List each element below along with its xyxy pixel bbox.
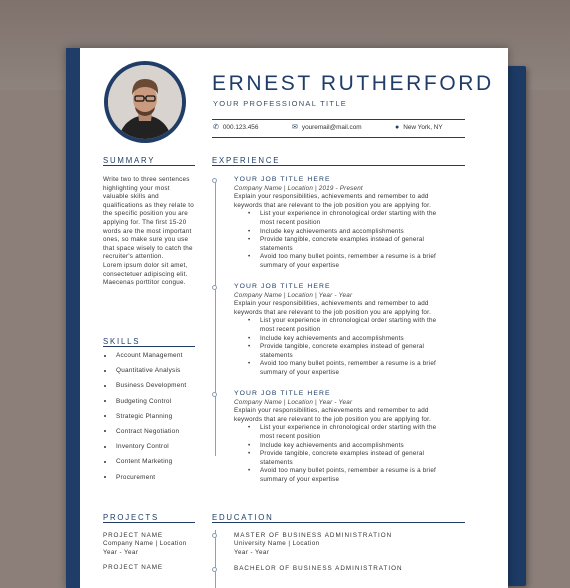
job-description: keywords that are relevant to the job position you are applying for. xyxy=(234,308,432,316)
job-meta: Company Name | Location | 2019 - Present xyxy=(234,184,363,192)
header-rule-bottom xyxy=(212,137,465,138)
location-text: New York, NY xyxy=(403,124,443,131)
school: University Name | Location xyxy=(234,540,320,548)
projects-rule xyxy=(103,522,195,523)
job-title: YOUR JOB TITLE HERE xyxy=(234,283,331,290)
email-text: youremail@mail.com xyxy=(301,124,362,131)
job-description: Explain your responsibilities, achievements and remember to add xyxy=(234,407,429,415)
portrait-image xyxy=(108,65,182,139)
summary-line: ones, so make sure you use xyxy=(103,236,189,244)
job-title: YOUR JOB TITLE HERE xyxy=(234,176,331,183)
projects-heading: PROJECTS xyxy=(103,513,159,522)
skill-item: Contract Negotiation xyxy=(103,428,186,443)
skill-item: Strategic Planning xyxy=(103,413,186,428)
project-meta: Company Name | Location xyxy=(103,540,187,548)
project-name: PROJECT NAME xyxy=(103,564,164,571)
job-bullet: • Avoid too many bullet points, remember a resume is a brief summary of your expertise xyxy=(260,360,466,377)
contact-email xyxy=(292,124,362,131)
job-meta: Company Name | Location | Year - Year xyxy=(234,398,353,406)
skills-rule xyxy=(103,346,195,347)
summary-rule xyxy=(103,165,195,166)
job-description: Explain your responsibilities, achievements and remember to add xyxy=(234,300,429,308)
education-heading: EDUCATION xyxy=(212,513,274,522)
summary-line: Lorem ipsum dolor sit amet, xyxy=(103,261,188,269)
phone-icon: ✆ xyxy=(213,124,219,131)
project-years: Year - Year xyxy=(103,548,139,556)
job-bullet: • List your experience in chronological order starting with the most recent position xyxy=(260,424,466,441)
summary-line: highlighting your most xyxy=(103,184,170,192)
experience-rule xyxy=(212,165,465,166)
map-pin-icon: ● xyxy=(395,124,400,131)
timeline-node xyxy=(212,285,217,290)
job-meta: Company Name | Location | Year - Year xyxy=(234,291,353,299)
job-bullet: • Provide tangible, concrete examples instead of general statements xyxy=(260,236,466,253)
skill-item: Budgeting Control xyxy=(103,398,186,413)
job-description: Explain your responsibilities, achievements and remember to add xyxy=(234,193,429,201)
candidate-name: ERNEST RUTHERFORD xyxy=(212,72,494,95)
project-name: PROJECT NAME xyxy=(103,532,164,539)
job-bullet: • Include key achievements and accomplishments xyxy=(260,228,466,237)
avatar xyxy=(108,65,182,139)
degree: MASTER OF BUSINESS ADMINISTRATION xyxy=(234,532,393,539)
job-bullets xyxy=(234,424,466,484)
avatar-frame xyxy=(104,61,186,143)
skill-item: Procurement xyxy=(103,474,186,489)
education-years: Year - Year xyxy=(234,548,270,556)
job-entry xyxy=(234,283,466,378)
summary-line: qualifications as they relate to xyxy=(103,201,194,209)
education-timeline xyxy=(215,530,216,588)
skill-item: Inventory Control xyxy=(103,443,186,458)
resume-page xyxy=(66,48,508,588)
summary-text xyxy=(103,176,201,288)
education-rule xyxy=(212,522,465,523)
project-entry xyxy=(103,532,203,557)
experience-timeline xyxy=(215,181,216,456)
job-bullet: • Avoid too many bullet points, remember a resume is a brief summary of your expertise xyxy=(260,253,466,270)
job-entry xyxy=(234,390,466,485)
education-entry xyxy=(234,532,466,557)
envelope-icon: ✉ xyxy=(292,124,298,131)
summary-line: consectetuer adipiscing elit. xyxy=(103,270,188,278)
degree: BACHELOR OF BUSINESS ADMINISTRATION xyxy=(234,565,403,572)
summary-line: Write two to three sentences xyxy=(103,176,190,183)
header-rule-top xyxy=(212,119,465,120)
experience-heading: EXPERIENCE xyxy=(212,156,281,165)
contact-location xyxy=(395,124,443,131)
job-description: keywords that are relevant to the job position you are applying for. xyxy=(234,201,432,209)
contact-phone xyxy=(213,124,258,131)
timeline-node xyxy=(212,533,217,538)
skills-heading: SKILLS xyxy=(103,337,141,346)
job-title: YOUR JOB TITLE HERE xyxy=(234,390,331,397)
project-entry xyxy=(103,564,203,572)
side-strip xyxy=(66,48,80,588)
education-entry xyxy=(234,565,466,573)
skills-list xyxy=(103,352,186,489)
skill-item: Account Management xyxy=(103,352,186,367)
job-bullet: • List your experience in chronological order starting with the most recent position xyxy=(260,210,466,227)
summary-line: the specific position you are xyxy=(103,210,188,218)
summary-line: recruiter's attention. xyxy=(103,253,164,261)
summary-line: that space wisely to catch the xyxy=(103,244,193,252)
phone-text: 000.123.456 xyxy=(222,124,259,131)
job-bullet: • Include key achievements and accomplishments xyxy=(260,335,466,344)
job-bullet: • Provide tangible, concrete examples instead of general statements xyxy=(260,343,466,360)
timeline-node xyxy=(212,392,217,397)
professional-title: YOUR PROFESSIONAL TITLE xyxy=(213,99,348,108)
job-description: keywords that are relevant to the job position you are applying for. xyxy=(234,415,432,423)
summary-line: words are the most important xyxy=(103,227,192,235)
job-bullet: • List your experience in chronological order starting with the most recent position xyxy=(260,317,466,334)
timeline-node xyxy=(212,178,217,183)
summary-heading: SUMMARY xyxy=(103,156,156,165)
job-bullets xyxy=(234,317,466,377)
job-bullets xyxy=(234,210,466,270)
job-bullet: • Avoid too many bullet points, remember a resume is a brief summary of your expertise xyxy=(260,467,466,484)
summary-line: Maecenas porttitor congue. xyxy=(103,279,186,287)
skill-item: Content Marketing xyxy=(103,458,186,473)
job-entry xyxy=(234,176,466,271)
summary-line: valuable skills and xyxy=(103,193,159,201)
skill-item: Quantitative Analysis xyxy=(103,367,186,382)
job-bullet: • Include key achievements and accomplishments xyxy=(260,442,466,451)
job-bullet: • Provide tangible, concrete examples instead of general statements xyxy=(260,450,466,467)
skill-item: Business Development xyxy=(103,382,186,397)
summary-line: applying for. The first 15-20 xyxy=(103,218,187,226)
